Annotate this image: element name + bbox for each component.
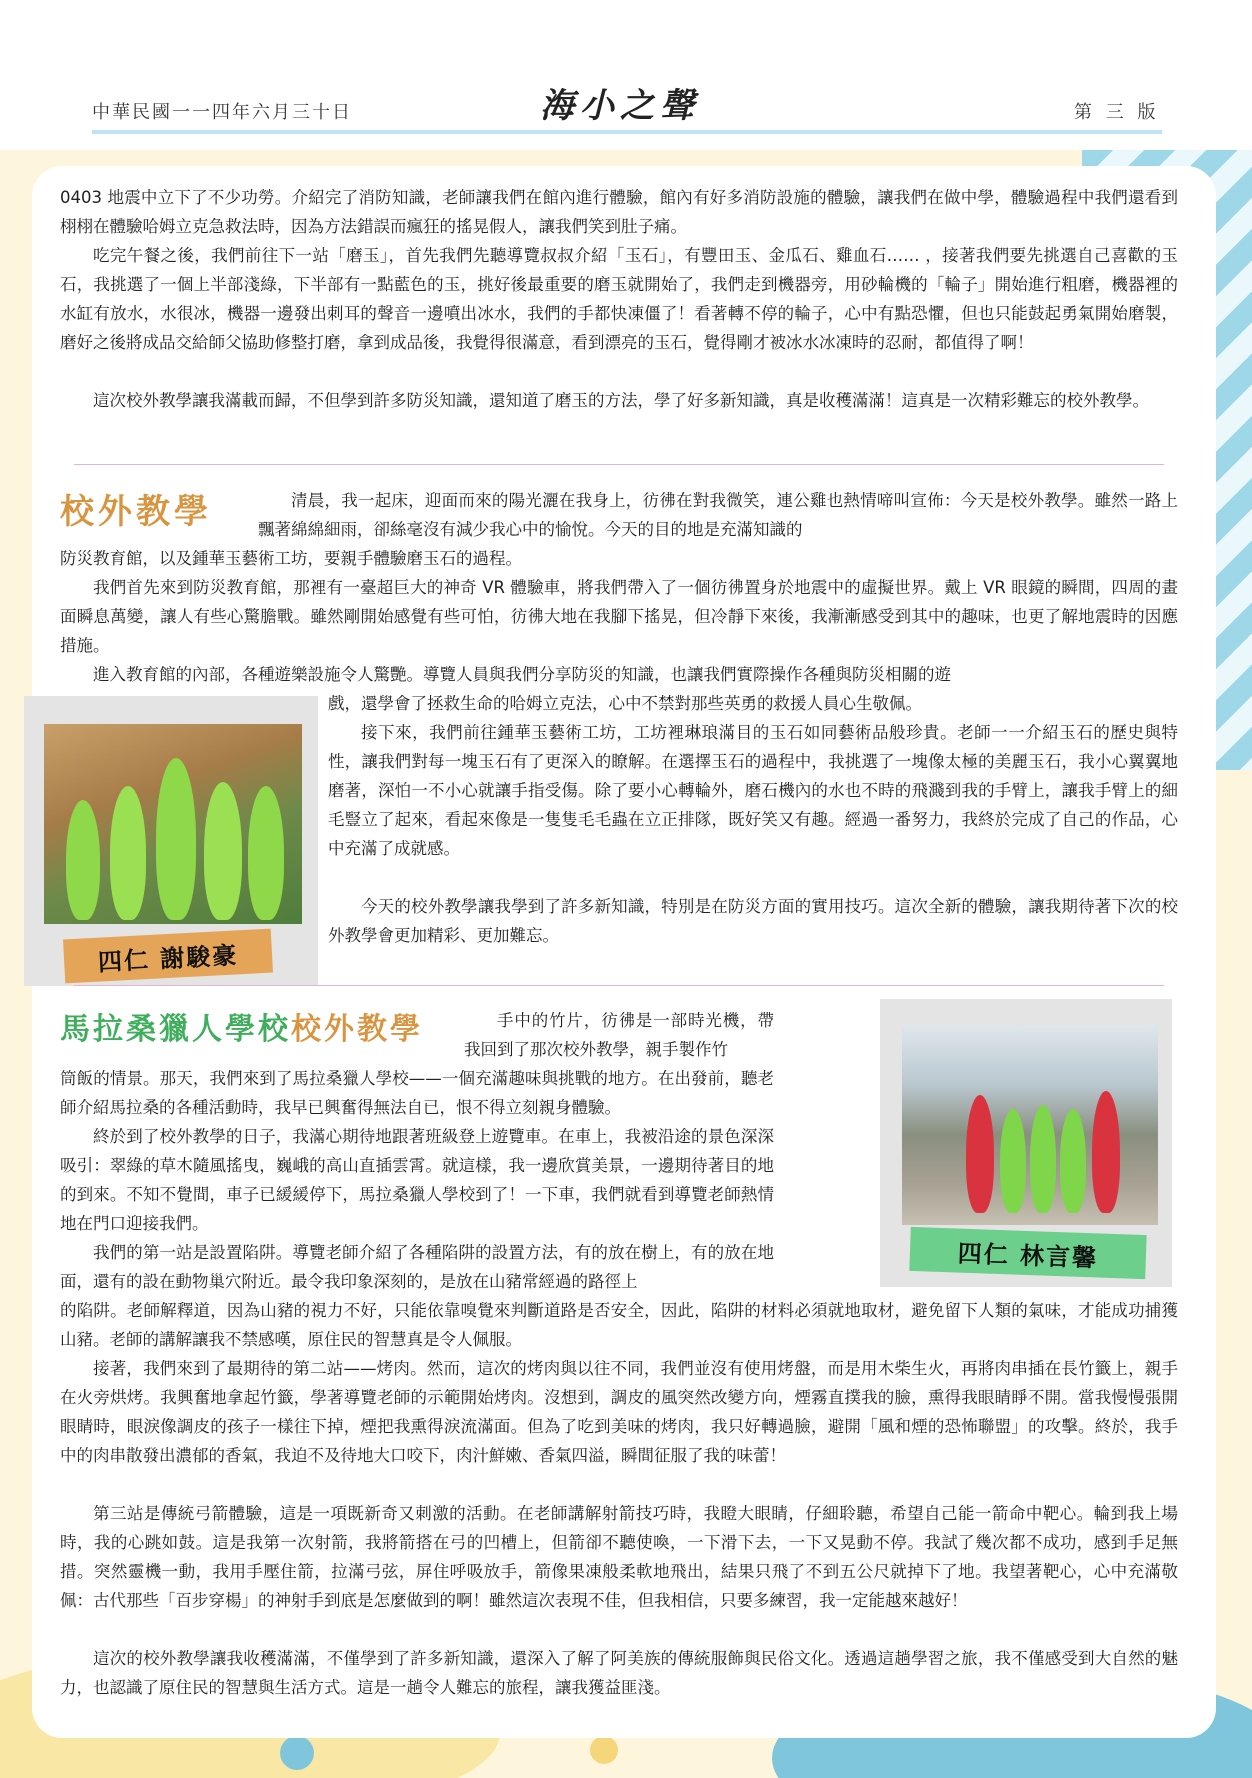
content-card: [32, 166, 1216, 1738]
student-figure: [1092, 1091, 1120, 1213]
article2-title: 校外教學: [60, 492, 212, 532]
dot-decoration: [590, 1736, 618, 1764]
article1-paragraph-3: 這次校外教學讓我滿載而歸，不但學到許多防災知識，還知道了磨玉的方法，學了好多新知識，真是收穫滿滿！這真是一次精彩難忘的校外教學。: [93, 391, 1149, 410]
article2-paragraph-3a: 進入教育館的內部，各種遊樂設施令人驚艷。導覽人員與我們分享防災的知識，也讓我們實際操作各種與防災相關的遊: [93, 665, 951, 684]
article1-paragraph-2: 吃完午餐之後，我們前往下一站「磨玉」，首先我們先聽導覽叔叔介紹「玉石」，有豐田玉、金瓜石、雞血石…… ，接著我們要先挑選自己喜歡的玉石，我挑選了一個上半部淺綠，下半部有一點藍色的玉，挑好後最重要的磨玉就開始了，我們走到機器旁，用砂輪機的「輪子」開始進行粗磨，機器裡的水缸有放水，水很冰，機器一邊發出刺耳的聲音一邊噴出冰水，我們的手都快凍僵了！看著轉不停的輪子，心中有點恐懼，但也只能鼓起勇氣開始磨製，磨好之後將成品交給師父協助修整打磨，拿到成品後，我覺得很滿意，看到漂亮的玉石，覺得剛才被冰水冰凍時的忍耐，都值得了啊！: [60, 246, 1178, 352]
article3-paragraph-1-cont: 筒飯的情景。那天，我們來到了馬拉桑獵人學校——一個充滿趣味與挑戰的地方。在出發前，聽老師介紹馬拉桑的各種活動時，我早已興奮得無法自已，恨不得立刻親身體驗。: [60, 1069, 774, 1117]
student-figure: [1000, 1109, 1026, 1213]
article3-title-part: 馬拉桑獵人學校: [60, 1012, 291, 1047]
section-divider: [74, 985, 1164, 986]
dot-decoration: [280, 1736, 314, 1770]
page-header: [0, 0, 1252, 150]
article2-paragraph-1-side: 清晨，我一起床，迎面而來的陽光灑在我身上，彷彿在對我微笑，連公雞也熱情啼叫宣佈：今天是校外教學。雖然一路上飄著綿綿細雨，卻絲毫沒有減少我心中的愉悅。今天的目的地是充滿知識的: [258, 491, 1178, 539]
student-figure: [66, 800, 100, 920]
article3-paragraph-6: 這次的校外教學讓我收穫滿滿，不僅學到了許多新知識，還深入了解了阿美族的傳統服飾與民俗文化。透過這趟學習之旅，我不僅感受到大自然的魅力，也認識了原住民的智慧與生活方式。這是一趟令人難忘的旅程，讓我獲益匪淺。: [60, 1649, 1178, 1697]
class-photo-jade-workshop: [44, 724, 302, 924]
photo-caption-tag: 四仁 林言馨: [909, 1227, 1146, 1279]
article3-paragraph-3a: 我們的第一站是設置陷阱。導覽老師介紹了各種陷阱的設置方法，有的放在樹上，有的放在地面，還有的設在動物巢穴附近。最令我印象深刻的，是放在山豬常經過的路徑上: [60, 1243, 774, 1291]
issue-date: 中華民國一一四年六月三十日: [92, 102, 352, 123]
student-figure: [204, 782, 242, 920]
article3-title: [60, 1004, 423, 1048]
article2-paragraph-3b: 戲，還學會了拯救生命的哈姆立克法，心中不禁對那些英勇的救援人員心生敬佩。: [328, 694, 922, 713]
student-figure: [248, 786, 284, 920]
photo-caption-tag: 四仁 謝駿豪: [63, 929, 273, 984]
student-figure: [1030, 1105, 1056, 1213]
student-figure: [966, 1095, 994, 1213]
student-figure: [110, 786, 146, 920]
header-rule: [92, 130, 1162, 134]
student-figure: [156, 758, 196, 920]
article3-paragraph-5: 第三站是傳統弓箭體驗，這是一項既新奇又刺激的活動。在老師講解射箭技巧時，我瞪大眼睛，仔細聆聽，希望自己能一箭命中靶心。輪到我上場時，我的心跳如鼓。這是我第一次射箭，我將箭搭在弓的凹槽上，但箭卻不聽使喚，一下滑下去，一下又晃動不停。我試了幾次都不成功，感到手足無措。突然靈機一動，我用手壓住箭，拉滿弓弦，屏住呼吸放手，箭像果凍般柔軟地飛出，結果只飛了不到五公尺就掉下了地。我望著靶心，心中充滿敬佩：古代那些「百步穿楊」的神射手到底是怎麼做到的啊！雖然這次表現不佳，但我相信，只要多練習，我一定能越來越好！: [60, 1504, 1178, 1610]
article2-paragraph-5: 今天的校外教學讓我學到了許多新知識，特別是在防災方面的實用技巧。這次全新的體驗，讓我期待著下次的校外教學會更加精彩、更加難忘。: [328, 897, 1178, 945]
class-photo-hunter-school: [902, 1025, 1158, 1225]
article2-paragraph-2: 我們首先來到防災教育館，那裡有一臺超巨大的神奇 VR 體驗車，將我們帶入了一個彷彿置身於地震中的虛擬世界。戴上 VR 眼鏡的瞬間，四周的畫面瞬息萬變，讓人有些心驚膽戰。雖然剛開始感覺有些可怕，彷彿大地在我腳下搖晃，但冷靜下來後，我漸漸感受到其中的趣味，也更了解地震時的因應措施。: [60, 578, 1178, 655]
photo-frame: [880, 999, 1172, 1287]
article2-paragraph-1-cont: 防災教育館，以及鍾華玉藝術工坊，要親手體驗磨玉石的過程。: [60, 549, 522, 568]
student-figure: [1060, 1109, 1086, 1213]
article3-title-part: 校外教學: [291, 1012, 423, 1047]
page-number: 第 三 版: [1074, 102, 1160, 123]
article3-paragraph-2: 終於到了校外教學的日子，我滿心期待地跟著班級登上遊覽車。在車上，我被沿途的景色深深吸引：翠綠的草木隨風搖曳，巍峨的高山直插雲霄。就這樣，我一邊欣賞美景，一邊期待著目的地的到來。不知不覺間，車子已緩緩停下，馬拉桑獵人學校到了！一下車，我們就看到導覽老師熱情地在門口迎接我們。: [60, 1127, 774, 1233]
article1-paragraph-1: 0403 地震中立下了不少功勞。介紹完了消防知識，老師讓我們在館內進行體驗，館內有好多消防設施的體驗，讓我們在做中學，體驗過程中我們還看到栩栩在體驗哈姆立克急救法時，因為方法錯誤而瘋狂的搖晃假人，讓我們笑到肚子痛。: [60, 188, 1178, 236]
article3-paragraph-1-side: 手中的竹片，彷彿是一部時光機，帶我回到了那次校外教學，親手製作竹: [464, 1011, 774, 1059]
photo-frame: [24, 696, 318, 986]
section-divider: [74, 464, 1164, 465]
article2-paragraph-4: 接下來，我們前往鍾華玉藝術工坊，工坊裡琳琅滿目的玉石如同藝術品般珍貴。老師一一介紹玉石的歷史與特性，讓我們對每一塊玉石有了更深入的瞭解。在選擇玉石的過程中，我挑選了一塊像太極的美麗玉石，我小心翼翼地磨著，深怕一不小心就讓手指受傷。除了要小心轉輪外，磨石機內的水也不時的飛濺到我的手臂上，讓我手臂上的細毛豎立了起來，看起來像是一隻隻毛毛蟲在立正排隊，既好笑又有趣。經過一番努力，我終於完成了自己的作品，心中充滿了成就感。: [328, 723, 1178, 858]
article3-paragraph-4: 接著，我們來到了最期待的第二站——烤肉。然而，這次的烤肉與以往不同，我們並沒有使用烤盤，而是用木柴生火，再將肉串插在長竹籤上，親手在火旁烘烤。我興奮地拿起竹籤，學著導覽老師的示範開始烤肉。沒想到，調皮的風突然改變方向，煙霧直撲我的臉，熏得我眼睛睜不開。當我慢慢張開眼睛時，眼淚像調皮的孩子一樣往下掉，煙把我熏得淚流滿面。但為了吃到美味的烤肉，我只好轉過臉，避開「風和煙的恐怖聯盟」的攻擊。終於，我手中的肉串散發出濃郁的香氣，我迫不及待地大口咬下，肉汁鮮嫩、香氣四溢，瞬間征服了我的味蕾！: [60, 1359, 1178, 1465]
newspaper-title: 海小之聲: [540, 86, 700, 126]
article3-paragraph-3b: 的陷阱。老師解釋道，因為山豬的視力不好，只能依靠嗅覺來判斷道路是否安全，因此，陷阱的材料必須就地取材，避免留下人類的氣味，才能成功捕獲山豬。老師的講解讓我不禁感嘆，原住民的智慧真是令人佩服。: [60, 1301, 1178, 1349]
